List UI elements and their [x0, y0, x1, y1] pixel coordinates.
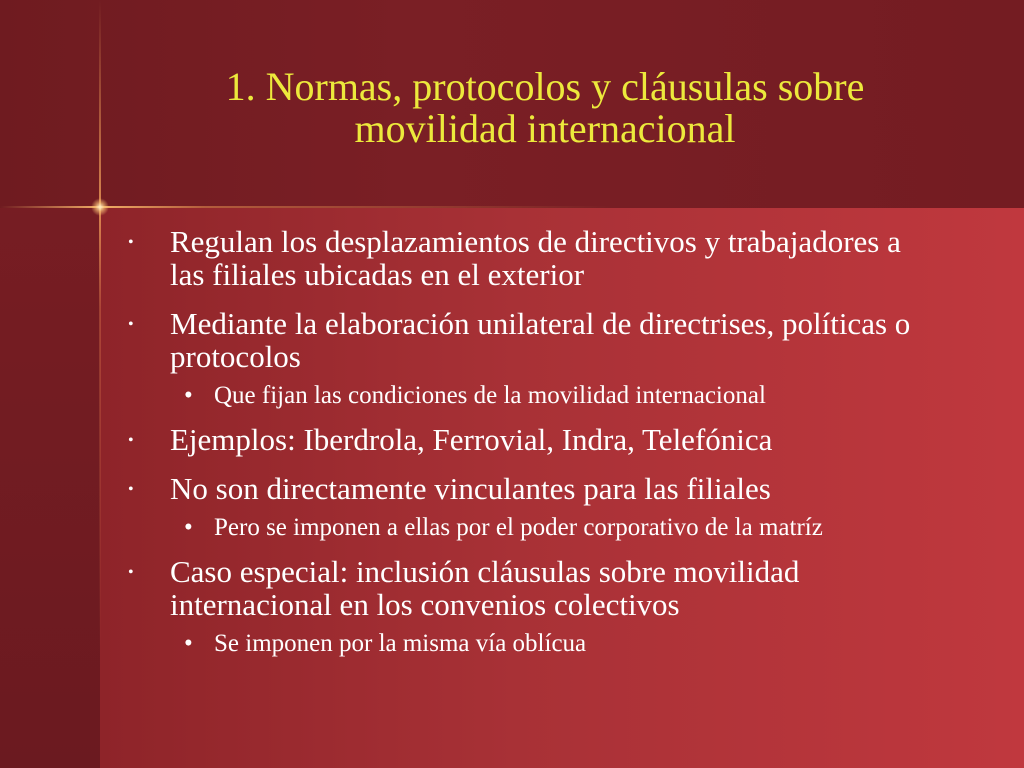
sparkle-icon — [91, 198, 109, 216]
bullet-icon: • — [128, 432, 134, 449]
sub-bullet-item — [128, 515, 928, 541]
sub-bullet-text: Se imponen por la misma vía oblícua — [214, 630, 587, 657]
sub-bullet-icon: • — [184, 630, 193, 657]
sub-bullet-text: Que fijan las condiciones de la movilidad internacional — [214, 382, 766, 409]
bullet-text: Ejemplos: Iberdrola, Ferrovial, Indra, Telefónica — [170, 422, 773, 457]
sub-bullet-item — [128, 631, 928, 657]
bullet-icon: • — [128, 316, 134, 333]
bullet-text: Mediante la elaboración unilateral de directrises, políticas o protocolos — [170, 306, 911, 374]
sub-bullet-icon: • — [184, 382, 193, 409]
bullet-icon: • — [128, 234, 134, 251]
bullet-item — [128, 472, 928, 505]
bullet-text: Caso especial: inclusión cláusulas sobre movilidad internacional en los convenios colectivos — [170, 554, 800, 622]
horizontal-rule — [0, 206, 1024, 208]
bullet-icon: • — [128, 481, 134, 498]
bullet-item — [128, 225, 928, 291]
slide-title-line-2: movilidad internacional — [354, 106, 736, 151]
bullet-icon: • — [128, 564, 134, 581]
slide-title — [130, 66, 960, 150]
sub-bullet-item — [128, 383, 928, 409]
sub-bullet-text: Pero se imponen a ellas por el poder corporativo de la matríz — [214, 514, 823, 541]
bullet-list — [128, 225, 928, 671]
bullet-text: Regulan los desplazamientos de directivos y trabajadores a las filiales ubicadas en el exterior — [170, 224, 901, 292]
vertical-rule — [99, 0, 101, 768]
bullet-text: No son directamente vinculantes para las filiales — [170, 471, 771, 506]
bullet-item — [128, 555, 928, 621]
bullet-item — [128, 307, 928, 373]
sub-bullet-icon: • — [184, 514, 193, 541]
slide-title-line-1: 1. Normas, protocolos y cláusulas sobre — [225, 64, 865, 109]
bullet-item — [128, 423, 928, 456]
